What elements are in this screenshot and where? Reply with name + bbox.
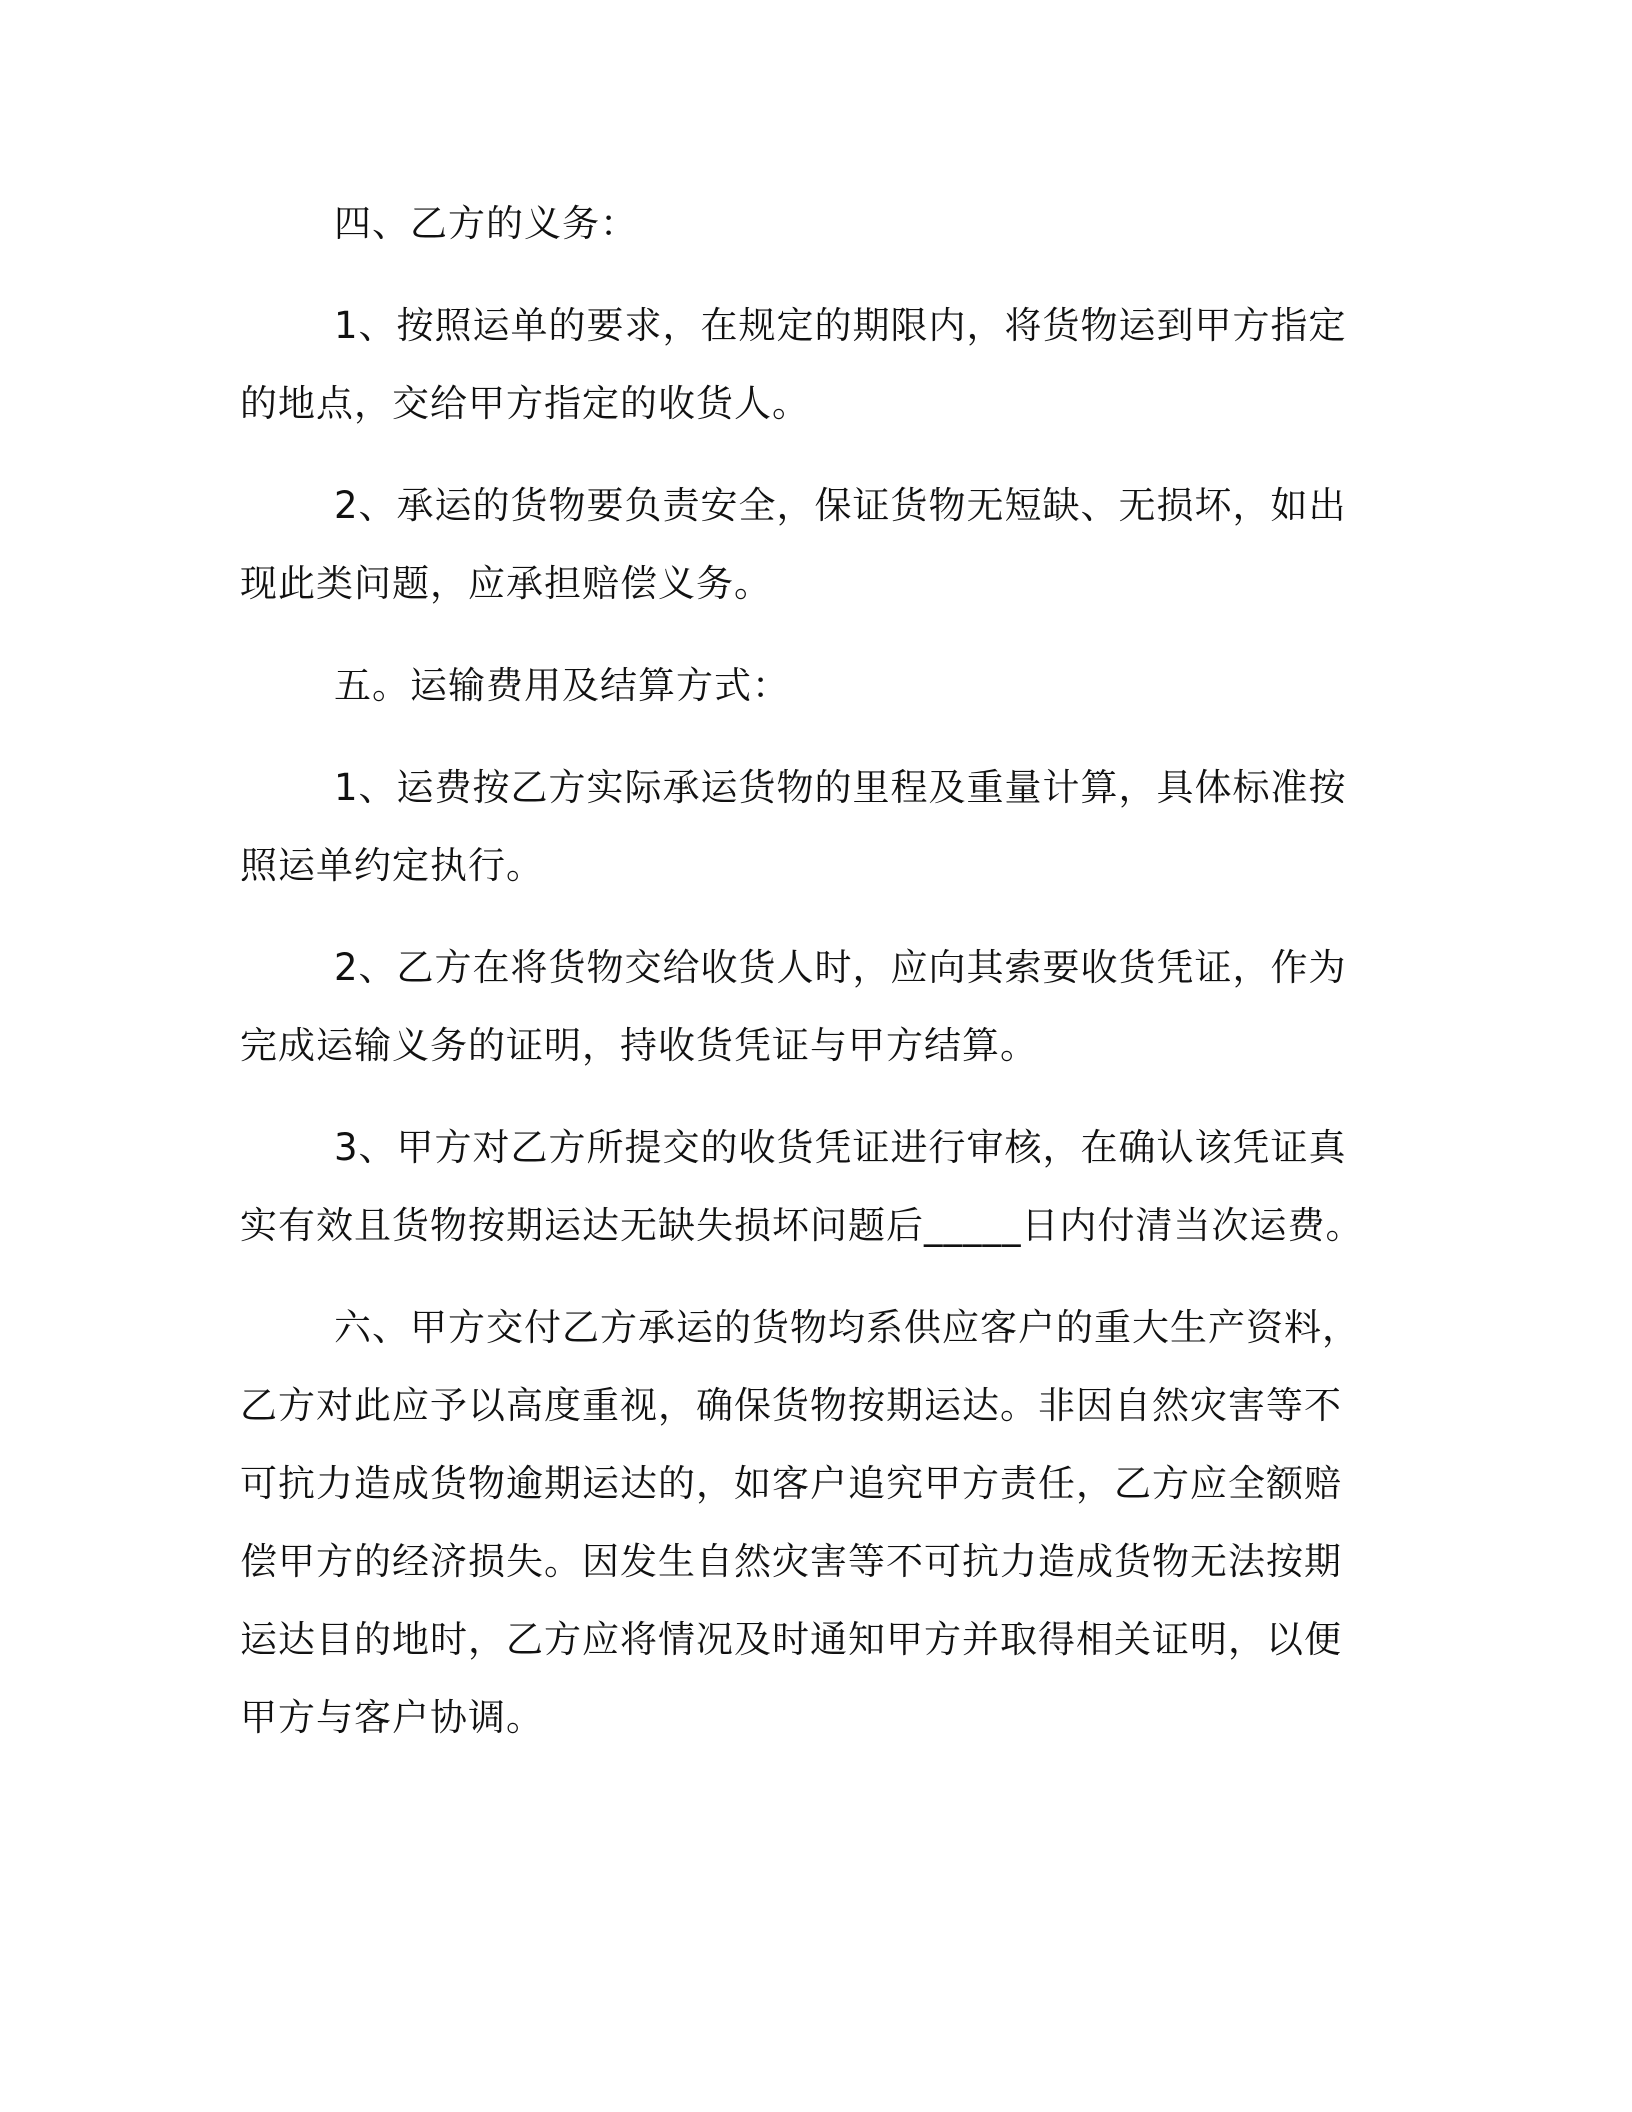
- section-heading-fees: 五。运输费用及结算方式：: [334, 664, 790, 707]
- paragraph-fees-1: 1、运费按乙方实际承运货物的里程及重量计算，具体标准按照运单约定执行。: [240, 766, 1347, 887]
- document-body: [240, 185, 1365, 1781]
- paragraph-fees-3: 3、甲方对乙方所提交的收货凭证进行审核，在确认该凭证真实有效且货物按期运达无缺失损坏问题后_____日内付清当次运费。: [240, 1126, 1364, 1247]
- section-heading-obligations: 四、乙方的义务：: [334, 202, 638, 245]
- paragraph-fees-2: 2、乙方在将货物交给收货人时，应向其索要收货凭证，作为完成运输义务的证明，持收货凭证与甲方结算。: [240, 946, 1347, 1067]
- paragraph-section-six: 六、甲方交付乙方承运的货物均系供应客户的重大生产资料，乙方对此应予以高度重视，确保货物按期运达。非因自然灾害等不可抗力造成货物逾期运达的，如客户追究甲方责任，乙方应全额赔偿甲方的经济损失。因发生自然灾害等不可抗力造成货物无法按期运达目的地时，乙方应将情况及时通知甲方并取得相关证明，以便甲方与客户协调。: [240, 1306, 1360, 1739]
- paragraph-obligation-2: 2、承运的货物要负责安全，保证货物无短缺、无损坏，如出现此类问题，应承担赔偿义务。: [240, 484, 1347, 605]
- paragraph-obligation-1: 1、按照运单的要求，在规定的期限内，将货物运到甲方指定的地点，交给甲方指定的收货人。: [240, 304, 1347, 425]
